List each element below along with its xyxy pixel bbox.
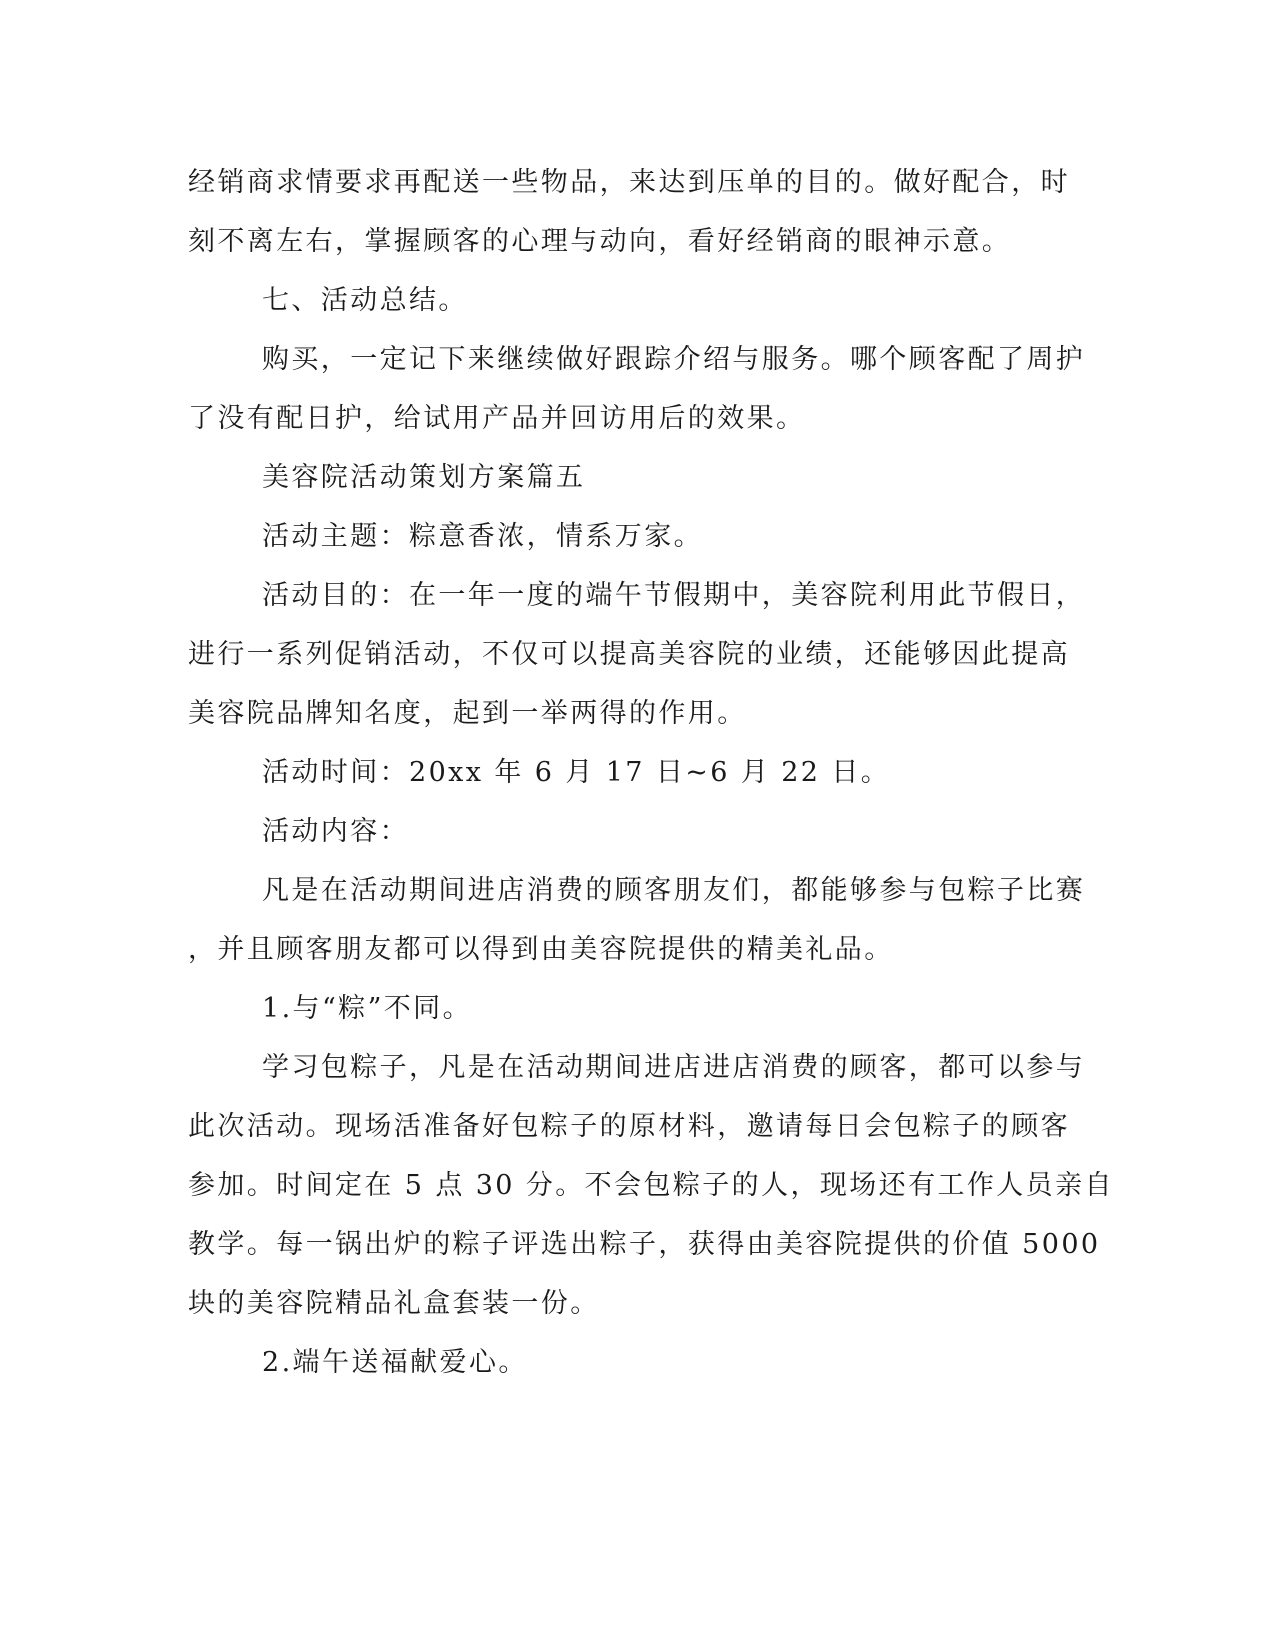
section-heading: 七、活动总结。	[262, 285, 468, 316]
paragraph-line: 活动时间：20xx 年 6 月 17 日~6 月 22 日。	[262, 757, 891, 788]
paragraph-line: 活动目的：在一年一度的端午节假期中，美容院利用此节假日，	[262, 580, 1086, 611]
paragraph-line: 活动内容：	[262, 816, 409, 847]
list-item-heading: 1.与“粽”不同。	[262, 993, 472, 1024]
paragraph-line: 购买，一定记下来继续做好跟踪介绍与服务。哪个顾客配了周护	[262, 344, 1086, 375]
article-title: 美容院活动策划方案篇五	[262, 462, 586, 493]
paragraph-line: 活动主题：粽意香浓，情系万家。	[262, 521, 703, 552]
paragraph-line: 进行一系列促销活动，不仅可以提高美容院的业绩，还能够因此提高	[188, 639, 1070, 670]
paragraph-line: 学习包粽子，凡是在活动期间进店进店消费的顾客，都可以参与	[262, 1052, 1086, 1083]
paragraph-line: 了没有配日护，给试用产品并回访用后的效果。	[188, 403, 806, 434]
paragraph-line: 刻不离左右，掌握顾客的心理与动向，看好经销商的眼神示意。	[188, 226, 1012, 257]
paragraph-line: 此次活动。现场活准备好包粽子的原材料，邀请每日会包粽子的顾客	[188, 1111, 1070, 1142]
paragraph-line: 经销商求情要求再配送一些物品，来达到压单的目的。做好配合，时	[188, 167, 1070, 198]
paragraph-line: 块的美容院精品礼盒套装一份。	[188, 1288, 600, 1319]
paragraph-line: ，并且顾客朋友都可以得到由美容院提供的精美礼品。	[188, 934, 894, 965]
paragraph-line: 教学。每一锅出炉的粽子评选出粽子，获得由美容院提供的价值 5000	[188, 1229, 1101, 1260]
paragraph-line: 凡是在活动期间进店消费的顾客朋友们，都能够参与包粽子比赛	[262, 875, 1086, 906]
paragraph-line: 美容院品牌知名度，起到一举两得的作用。	[188, 698, 747, 729]
list-item-heading: 2.端午送福献爱心。	[262, 1347, 528, 1378]
paragraph-line: 参加。时间定在 5 点 30 分。不会包粽子的人，现场还有工作人员亲自	[188, 1170, 1114, 1201]
